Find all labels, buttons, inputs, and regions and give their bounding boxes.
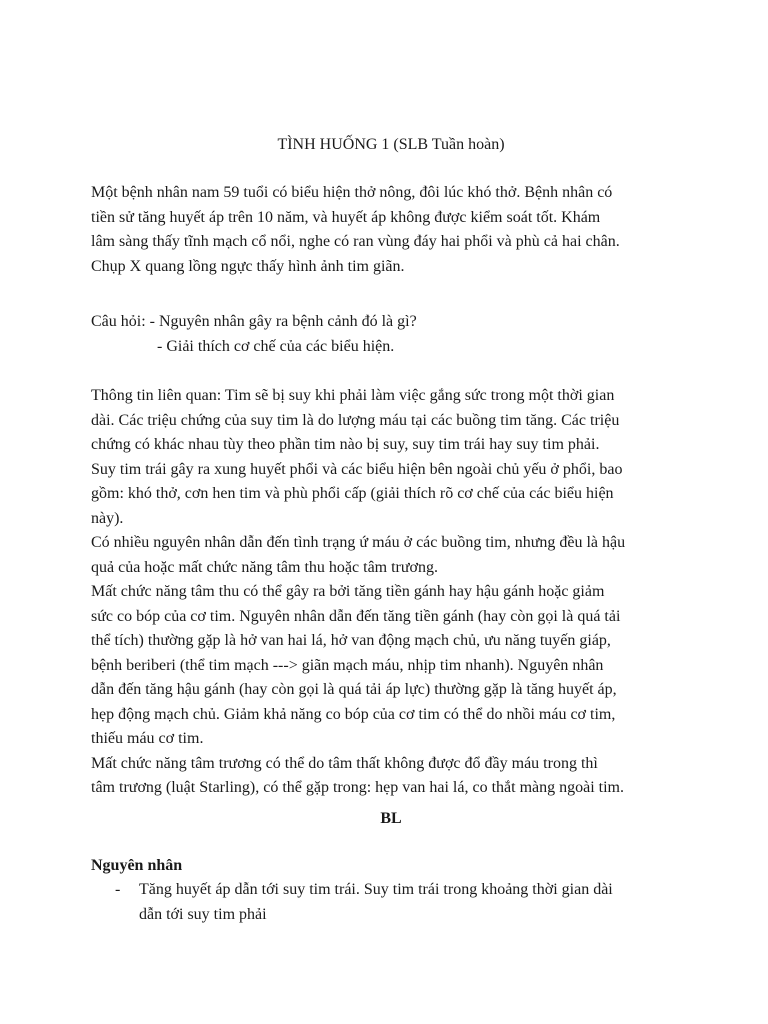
related-info-paragraph	[91, 384, 691, 801]
info-line: quả của hoặc mất chức năng tâm thu hoặc tâm trương.	[91, 558, 439, 576]
case-line: tiền sử tăng huyết áp trên 10 năm, và huyết áp không được kiểm soát tốt. Khám	[91, 208, 601, 226]
info-line: thiếu máu cơ tim.	[91, 730, 204, 747]
info-line: Có nhiều nguyên nhân dẫn đến tình trạng ứ máu ở các buồng tim, nhưng đều là hậu	[91, 534, 626, 551]
bullet-line: Tăng huyết áp dẫn tới suy tim trái. Suy tim trái trong khoảng thời gian dài	[139, 881, 613, 898]
info-line: sức co bóp của cơ tim. Nguyên nhân dẫn đến tăng tiền gánh (hay còn gọi là quá tải	[91, 607, 621, 625]
questions-block	[91, 310, 691, 359]
info-line: hẹp động mạch chủ. Giảm khả năng co bóp của cơ tim có thể do nhồi máu cơ tim,	[91, 705, 616, 723]
info-line: dài. Các triệu chứng của suy tim là do lượng máu tại các buồng tim tăng. Các triệu	[91, 411, 620, 429]
info-line: Mất chức năng tâm thu có thể gây ra bởi tăng tiền gánh hay hậu gánh hoặc giảm	[91, 583, 605, 600]
document-title: TÌNH HUỐNG 1 (SLB Tuần hoàn)	[277, 136, 505, 153]
list-item	[91, 878, 691, 927]
info-line: thể tích) thường gặp là hở van hai lá, hở van động mạch chủ, ưu năng tuyến giáp,	[91, 632, 611, 649]
info-line: gồm: khó thở, cơn hen tim và phù phổi cấp (giải thích rõ cơ chế của các biểu hiện	[91, 485, 614, 502]
bullet-line: dẫn tới suy tim phải	[139, 905, 267, 923]
case-line: Chụp X quang lồng ngực thấy hình ảnh tim giãn.	[91, 257, 405, 275]
bullet-marker: -	[115, 881, 121, 898]
case-line: lâm sàng thấy tĩnh mạch cổ nổi, nghe có ran vùng đáy hai phổi và phù cả hai chân.	[91, 233, 620, 250]
question-line-1: Câu hỏi: - Nguyên nhân gây ra bệnh cảnh đó là gì?	[91, 313, 417, 330]
case-paragraph	[91, 181, 691, 279]
cause-heading: Nguyên nhân	[91, 857, 183, 874]
info-line: Mất chức năng tâm trương có thể do tâm thất không được đổ đầy máu trong thì	[91, 754, 598, 772]
cause-list	[91, 878, 691, 927]
info-line: bệnh beriberi (thể tim mạch ---> giãn mạch máu, nhịp tim nhanh). Nguyên nhân	[91, 656, 604, 674]
info-line: chứng có khác nhau tùy theo phần tim nào bị suy, suy tim trái hay suy tim phải.	[91, 436, 600, 453]
case-line: Một bệnh nhân nam 59 tuổi có biểu hiện thở nông, đôi lúc khó thở. Bệnh nhân có	[91, 184, 613, 201]
info-line: dẫn đến tăng hậu gánh (hay còn gọi là quá tải áp lực) thường gặp là tăng huyết áp,	[91, 681, 617, 698]
info-line: tâm trương (luật Starling), có thể gặp trong: hẹp van hai lá, co thắt màng ngoài tim.	[91, 779, 624, 796]
bl-label: BL	[380, 810, 402, 827]
info-line: Thông tin liên quan: Tim sẽ bị suy khi phải làm việc gắng sức trong một thời gian	[91, 387, 615, 404]
info-line: này).	[91, 509, 124, 527]
info-line: Suy tim trái gây ra xung huyết phổi và các biểu hiện bên ngoài chủ yếu ở phổi, bao	[91, 460, 623, 478]
question-line-2: - Giải thích cơ chế của các biểu hiện.	[157, 337, 395, 355]
